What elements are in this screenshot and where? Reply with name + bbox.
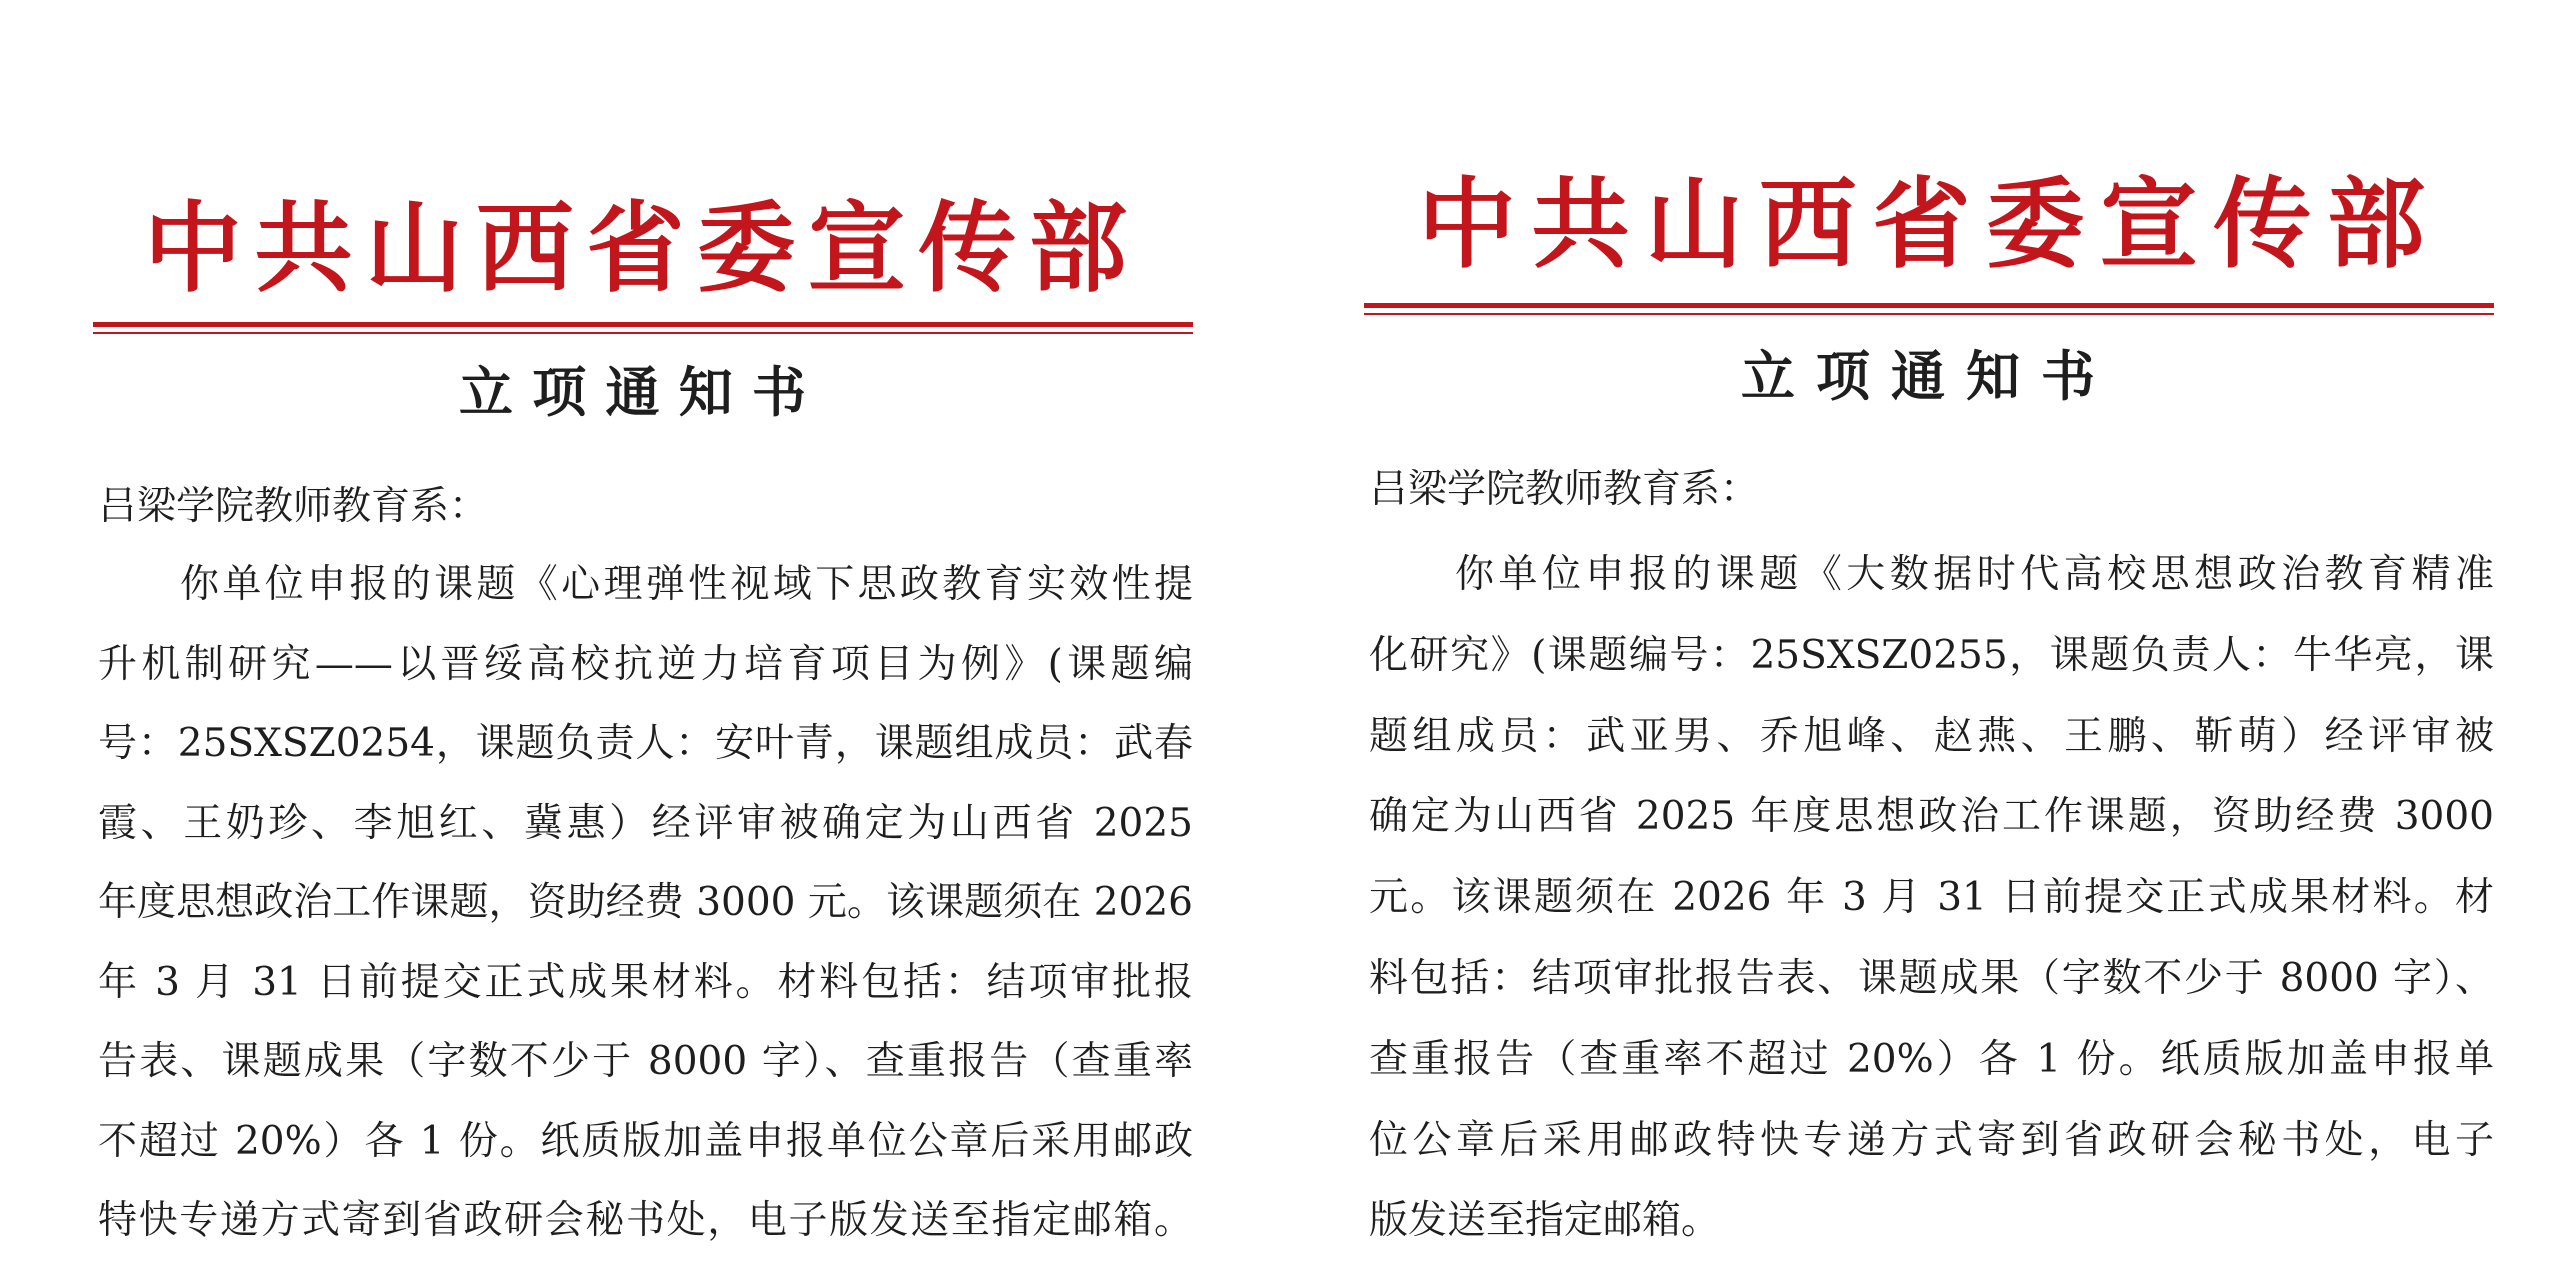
body-line: 升机制研究——以晋绥高校抗逆力培育项目为例》(课题编 bbox=[98, 641, 1193, 687]
addressee: 吕梁学院教师教育系： bbox=[1369, 467, 1760, 512]
body-text bbox=[98, 545, 1193, 1261]
org-title: 中共山西省委宣传部 bbox=[144, 191, 1131, 306]
addressee: 吕梁学院教师教育系： bbox=[98, 484, 489, 529]
red-header-rule bbox=[1364, 303, 2494, 315]
body-line: 位公章后采用邮政特快专递方式寄到省政研会秘书处，电子 bbox=[1369, 1117, 2494, 1163]
org-title: 中共山西省委宣传部 bbox=[1418, 167, 2429, 282]
body-line: 你单位申报的课题《大数据时代高校思想政治教育精准 bbox=[1455, 552, 2494, 597]
body-line: 确定为山西省 2025 年度思想政治工作课题，资助经费 3000 bbox=[1369, 794, 2494, 840]
body-text bbox=[1369, 535, 2494, 1262]
body-line: 霞、王奶珍、李旭红、冀惠）经评审被确定为山西省 2025 bbox=[98, 800, 1193, 846]
body-line: 年度思想政治工作课题，资助经费 3000 元。该课题须在 2026 bbox=[98, 880, 1193, 925]
body-line: 元。该课题须在 2026 年 3 月 31 日前提交正式成果材料。材 bbox=[1369, 875, 2494, 921]
body-line: 号：25SXSZ0254，课题负责人：安叶青，课题组成员：武春 bbox=[98, 721, 1193, 766]
body-line: 查重报告（查重率不超过 20%）各 1 份。纸质版加盖申报单 bbox=[1369, 1036, 2494, 1082]
body-line: 题组成员：武亚男、乔旭峰、赵燕、王鹏、靳萌）经评审被 bbox=[1369, 713, 2494, 759]
doc-title: 立项通知书 bbox=[459, 360, 806, 424]
body-line: 你单位申报的课题《心理弹性视域下思政教育实效性提 bbox=[180, 562, 1193, 607]
body-line: 不超过 20%）各 1 份。纸质版加盖申报单位公章后采用邮政 bbox=[98, 1118, 1193, 1164]
body-line: 特快专递方式寄到省政研会秘书处，电子版发送至指定邮箱。 bbox=[98, 1198, 1193, 1243]
notice-document-right bbox=[1280, 0, 2560, 1280]
body-line: 版发送至指定邮箱。 bbox=[1369, 1198, 1721, 1244]
body-line: 年 3 月 31 日前提交正式成果材料。材料包括：结项审批报 bbox=[98, 959, 1193, 1005]
body-line: 料包括：结项审批报告表、课题成果（字数不少于 8000 字）、 bbox=[1369, 955, 2494, 1001]
doc-title: 立项通知书 bbox=[1741, 344, 2095, 408]
body-line: 告表、课题成果（字数不少于 8000 字）、查重报告（查重率 bbox=[98, 1039, 1193, 1084]
red-header-rule bbox=[93, 322, 1193, 334]
body-line: 化研究》(课题编号：25SXSZ0255，课题负责人：牛华亮，课 bbox=[1369, 632, 2494, 678]
